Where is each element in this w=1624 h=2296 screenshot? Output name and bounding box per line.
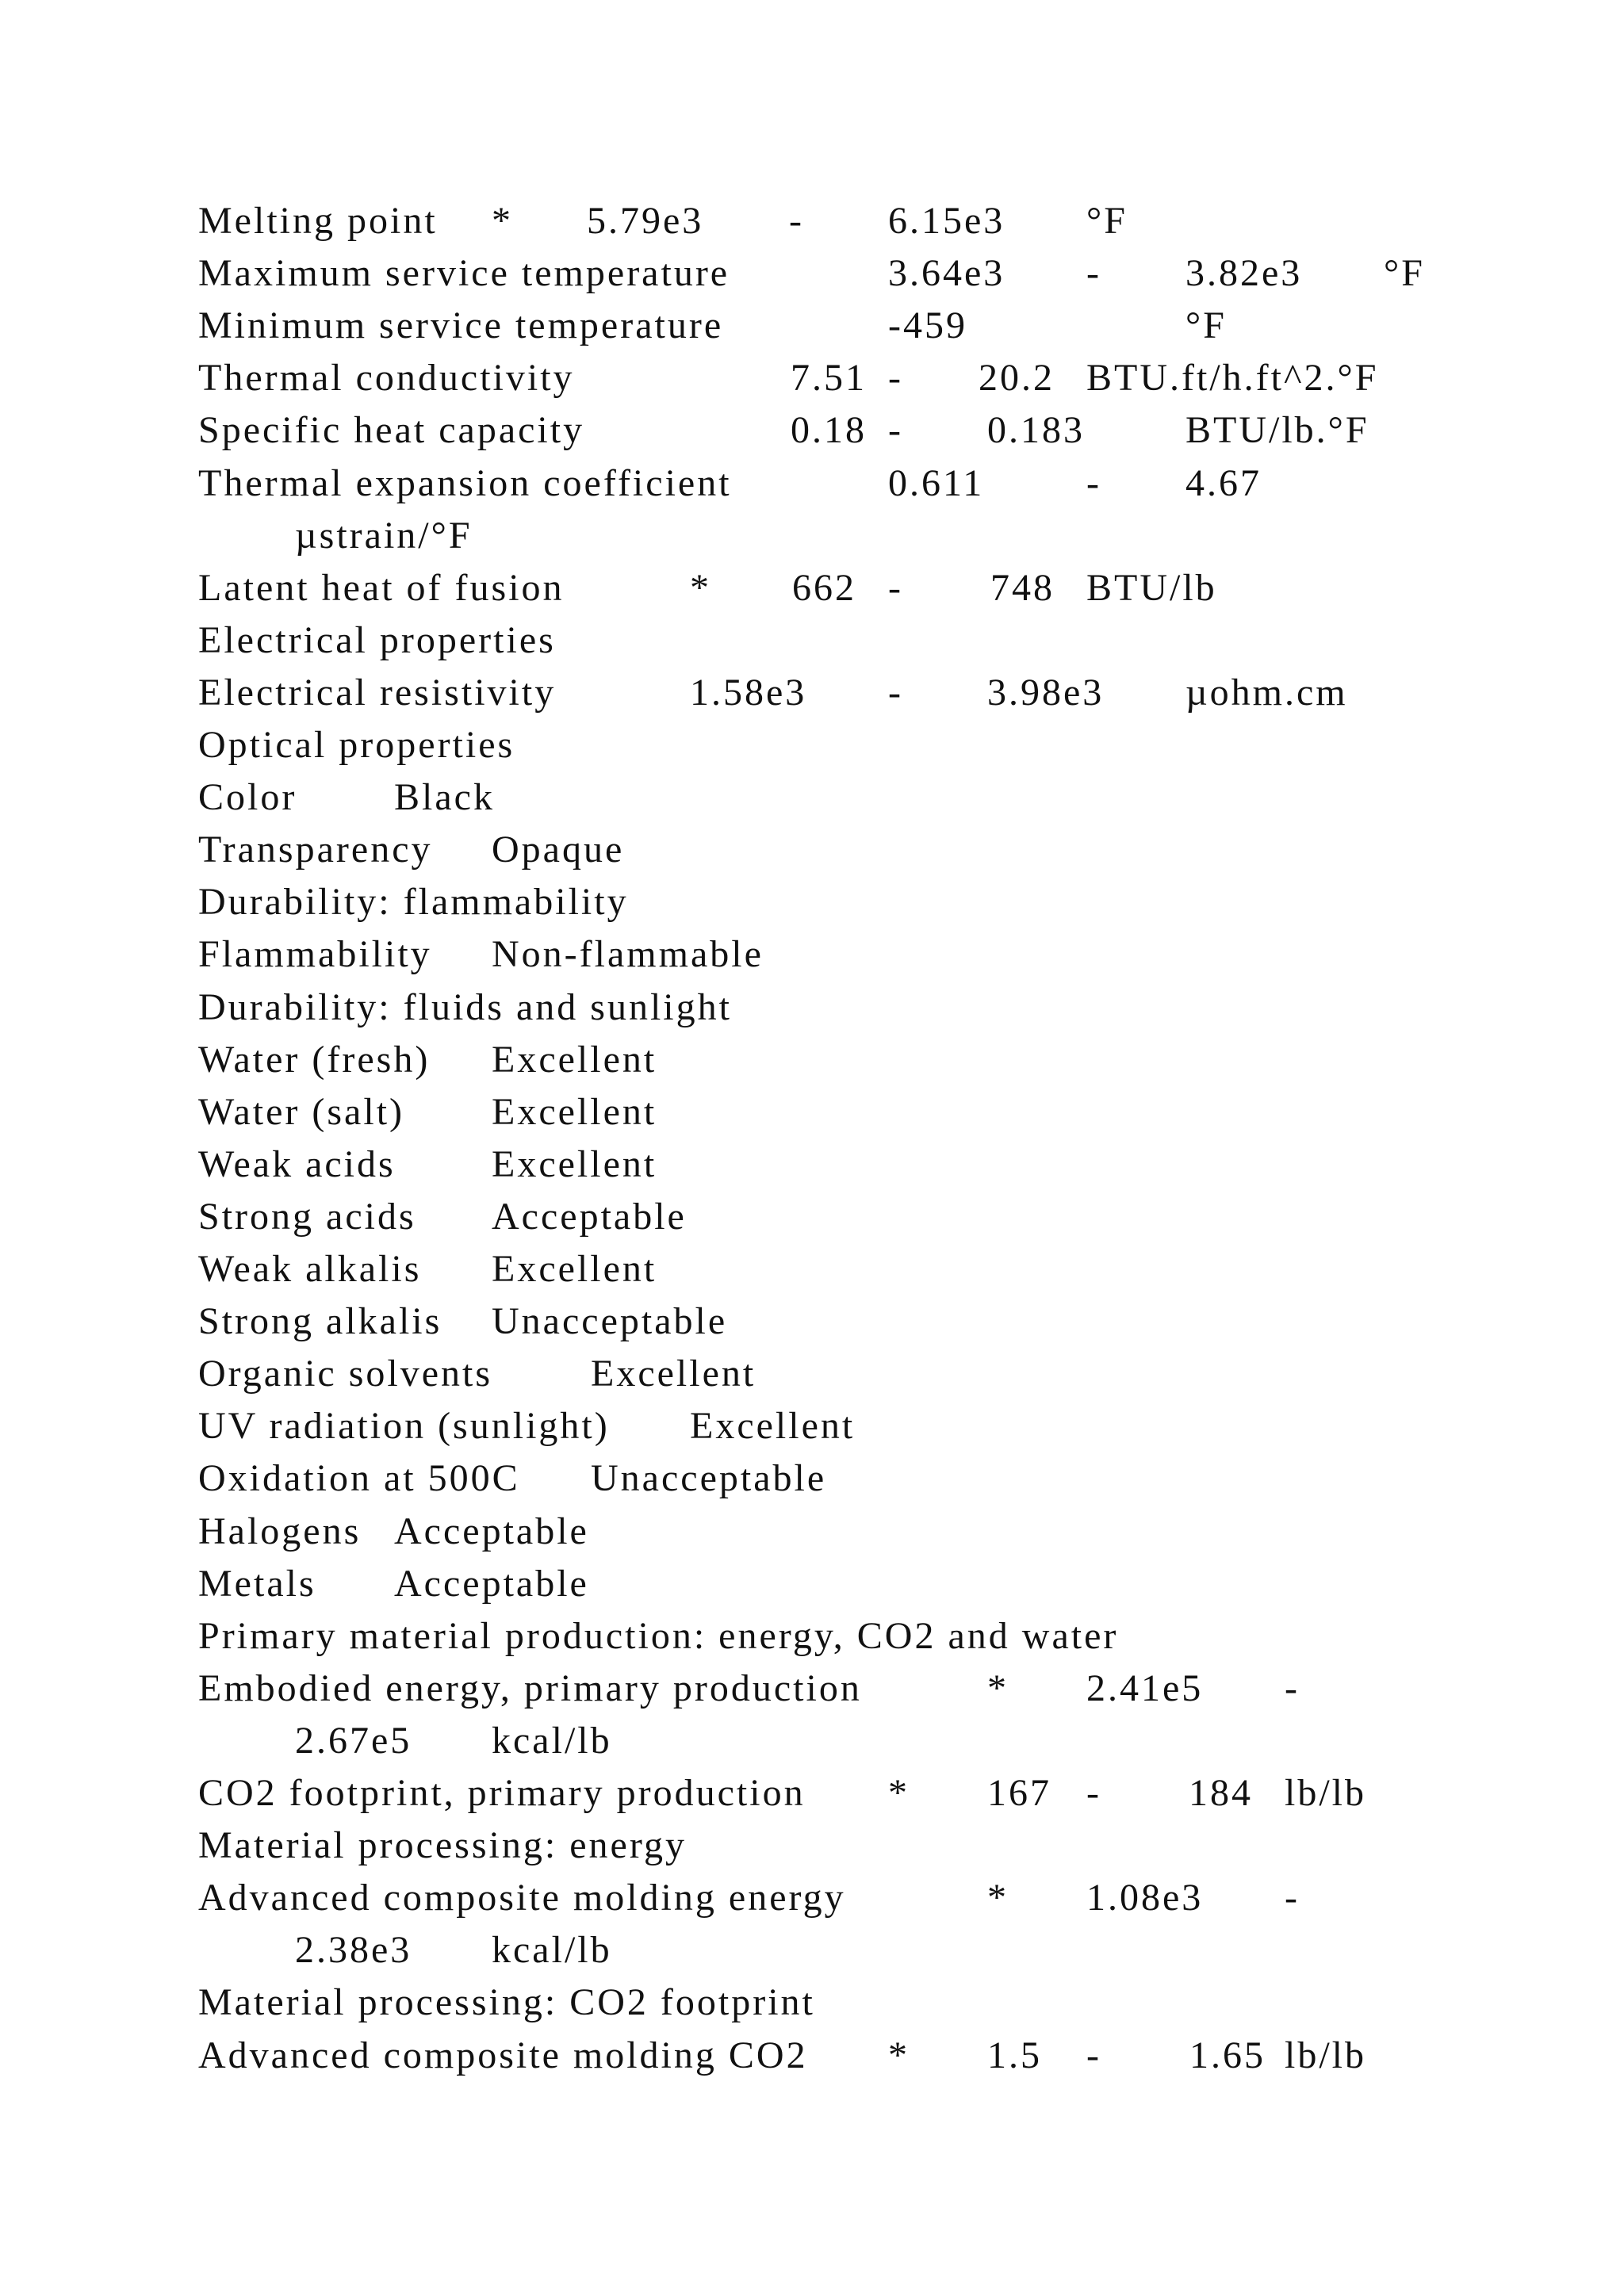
line-value: BTU.ft/h.ft^2.°F xyxy=(1086,357,1379,400)
doc-line-processing-co2-heading xyxy=(0,1976,1624,2029)
line-value: - xyxy=(888,671,903,714)
line-value: Excellent xyxy=(591,1353,756,1395)
line-value: Excellent xyxy=(492,1248,657,1290)
line-value: - xyxy=(888,409,903,452)
line-value: Excellent xyxy=(492,1090,657,1133)
doc-line-flammability-heading xyxy=(0,876,1624,928)
line-label: 2.67e5 xyxy=(295,1719,412,1762)
doc-line-molding-energy xyxy=(0,1872,1624,1924)
line-value: Acceptable xyxy=(492,1195,687,1238)
doc-line-optical-heading xyxy=(0,719,1624,771)
line-value: Excellent xyxy=(690,1405,856,1448)
line-value: 0.183 xyxy=(987,409,1085,452)
line-value: 184 xyxy=(1189,1772,1253,1814)
line-label: Thermal expansion coefficient xyxy=(198,461,732,504)
line-value: - xyxy=(1285,1667,1300,1709)
line-value: lb/lb xyxy=(1285,2034,1367,2076)
line-label: Embodied energy, primary production xyxy=(198,1667,862,1709)
line-label: Maximum service temperature xyxy=(198,252,730,295)
line-value: 1.08e3 xyxy=(1086,1877,1204,1919)
doc-line-specific-heat xyxy=(0,404,1624,457)
line-label: Minimum service temperature xyxy=(198,304,724,347)
line-label: Water (salt) xyxy=(198,1090,405,1133)
line-label: Electrical resistivity xyxy=(198,671,557,714)
line-value: Unacceptable xyxy=(492,1300,728,1343)
line-label: Flammability xyxy=(198,933,432,976)
doc-line-water-fresh xyxy=(0,1034,1624,1086)
line-label: Oxidation at 500C xyxy=(198,1457,520,1500)
line-label: Strong alkalis xyxy=(198,1300,442,1343)
doc-line-thermal-expansion-unit xyxy=(0,510,1624,562)
doc-line-uv-radiation xyxy=(0,1400,1624,1452)
line-value: 748 xyxy=(990,566,1055,609)
line-value: 1.58e3 xyxy=(690,671,807,714)
line-value: 7.51 xyxy=(791,357,867,400)
line-value: - xyxy=(789,200,804,242)
line-value: - xyxy=(1086,1772,1101,1814)
line-label: Electrical properties xyxy=(198,618,556,661)
doc-line-electrical-resistivity xyxy=(0,667,1624,719)
line-label: CO2 footprint, primary production xyxy=(198,1772,806,1814)
line-value: - xyxy=(888,357,903,400)
line-label: Latent heat of fusion xyxy=(198,566,565,609)
line-value: 0.18 xyxy=(791,409,867,452)
doc-line-molding-co2 xyxy=(0,2030,1624,2082)
line-value: Black xyxy=(394,776,495,819)
line-value: -459 xyxy=(888,304,967,347)
line-value: Non-flammable xyxy=(492,933,764,976)
line-value: * xyxy=(987,1877,1009,1919)
line-label: Material processing: energy xyxy=(198,1824,687,1867)
doc-line-fluids-heading xyxy=(0,982,1624,1034)
line-value: 4.67 xyxy=(1185,461,1262,504)
line-value: Excellent xyxy=(492,1142,657,1185)
doc-line-embodied-energy xyxy=(0,1663,1624,1715)
line-label: Melting point xyxy=(198,200,438,242)
line-label: Durability: fluids and sunlight xyxy=(198,985,732,1028)
doc-line-weak-acids xyxy=(0,1138,1624,1191)
line-value: 662 xyxy=(792,566,856,609)
doc-line-strong-alkalis xyxy=(0,1295,1624,1348)
line-value: Acceptable xyxy=(394,1510,589,1552)
line-label: 2.38e3 xyxy=(295,1929,412,1972)
line-label: Thermal conductivity xyxy=(198,357,575,400)
line-value: 6.15e3 xyxy=(888,200,1005,242)
doc-line-primary-production-heading xyxy=(0,1610,1624,1663)
doc-line-electrical-heading xyxy=(0,614,1624,667)
line-label: Advanced composite molding CO2 xyxy=(198,2034,808,2076)
line-label: UV radiation (sunlight) xyxy=(198,1405,610,1448)
line-value: * xyxy=(888,2034,910,2076)
line-label: Color xyxy=(198,776,297,819)
doc-line-transparency xyxy=(0,824,1624,876)
line-value: BTU/lb xyxy=(1086,566,1217,609)
line-value: lb/lb xyxy=(1285,1772,1367,1814)
line-label: Weak alkalis xyxy=(198,1248,422,1290)
doc-line-strong-acids xyxy=(0,1191,1624,1243)
line-value: 2.41e5 xyxy=(1086,1667,1204,1709)
line-value: 1.65 xyxy=(1189,2034,1266,2076)
doc-line-water-salt xyxy=(0,1086,1624,1138)
line-label: Optical properties xyxy=(198,724,515,766)
line-value: °F xyxy=(1185,304,1227,347)
line-label: Material processing: CO2 footprint xyxy=(198,1981,815,2024)
line-value: * xyxy=(888,1772,910,1814)
doc-line-organic-solvents xyxy=(0,1348,1624,1400)
line-value: kcal/lb xyxy=(492,1719,612,1762)
line-value: * xyxy=(987,1667,1009,1709)
doc-line-thermal-expansion xyxy=(0,457,1624,510)
line-value: °F xyxy=(1384,252,1425,295)
line-value: 167 xyxy=(987,1772,1051,1814)
doc-line-melting-point xyxy=(0,195,1624,247)
line-label: Specific heat capacity xyxy=(198,409,585,452)
line-value: 5.79e3 xyxy=(587,200,704,242)
line-value: °F xyxy=(1086,200,1128,242)
line-value: 0.611 xyxy=(888,461,985,504)
doc-line-min-service-temp xyxy=(0,300,1624,352)
doc-line-molding-energy-cont xyxy=(0,1924,1624,1976)
doc-line-max-service-temp xyxy=(0,247,1624,300)
line-value: * xyxy=(492,200,513,242)
line-value: * xyxy=(690,566,711,609)
line-value: - xyxy=(1285,1877,1300,1919)
line-label: Halogens xyxy=(198,1510,362,1552)
line-value: - xyxy=(1086,252,1101,295)
line-label: Transparency xyxy=(198,828,433,871)
line-value: - xyxy=(1086,2034,1101,2076)
line-label: Durability: flammability xyxy=(198,881,629,924)
line-label: Organic solvents xyxy=(198,1353,493,1395)
line-label: Advanced composite molding energy xyxy=(198,1877,846,1919)
doc-line-flammability xyxy=(0,928,1624,981)
line-label: Strong acids xyxy=(198,1195,416,1238)
line-value: - xyxy=(1086,461,1101,504)
line-value: kcal/lb xyxy=(492,1929,612,1972)
line-value: 3.82e3 xyxy=(1185,252,1303,295)
line-value: BTU/lb.°F xyxy=(1185,409,1369,452)
doc-line-oxidation xyxy=(0,1452,1624,1505)
line-value: 20.2 xyxy=(979,357,1055,400)
line-value: 1.5 xyxy=(987,2034,1042,2076)
line-value: Opaque xyxy=(492,828,625,871)
line-value: µohm.cm xyxy=(1185,671,1348,714)
doc-line-color xyxy=(0,771,1624,824)
doc-line-embodied-energy-cont xyxy=(0,1715,1624,1767)
doc-line-latent-heat xyxy=(0,562,1624,614)
line-value: Excellent xyxy=(492,1038,657,1081)
doc-line-halogens xyxy=(0,1506,1624,1558)
doc-line-co2-footprint xyxy=(0,1767,1624,1820)
line-value: 3.64e3 xyxy=(888,252,1005,295)
line-value: Unacceptable xyxy=(591,1457,827,1500)
doc-line-thermal-conductivity xyxy=(0,352,1624,404)
doc-line-processing-energy-heading xyxy=(0,1820,1624,1872)
line-label: Metals xyxy=(198,1562,316,1605)
doc-line-weak-alkalis xyxy=(0,1243,1624,1295)
line-value: Acceptable xyxy=(394,1562,589,1605)
line-label: µstrain/°F xyxy=(295,514,473,557)
line-label: Weak acids xyxy=(198,1142,396,1185)
line-label: Primary material production: energy, CO2 and water xyxy=(198,1614,1119,1657)
line-label: Water (fresh) xyxy=(198,1038,431,1081)
line-value: 3.98e3 xyxy=(987,671,1105,714)
line-value: - xyxy=(888,566,903,609)
doc-line-metals xyxy=(0,1558,1624,1610)
